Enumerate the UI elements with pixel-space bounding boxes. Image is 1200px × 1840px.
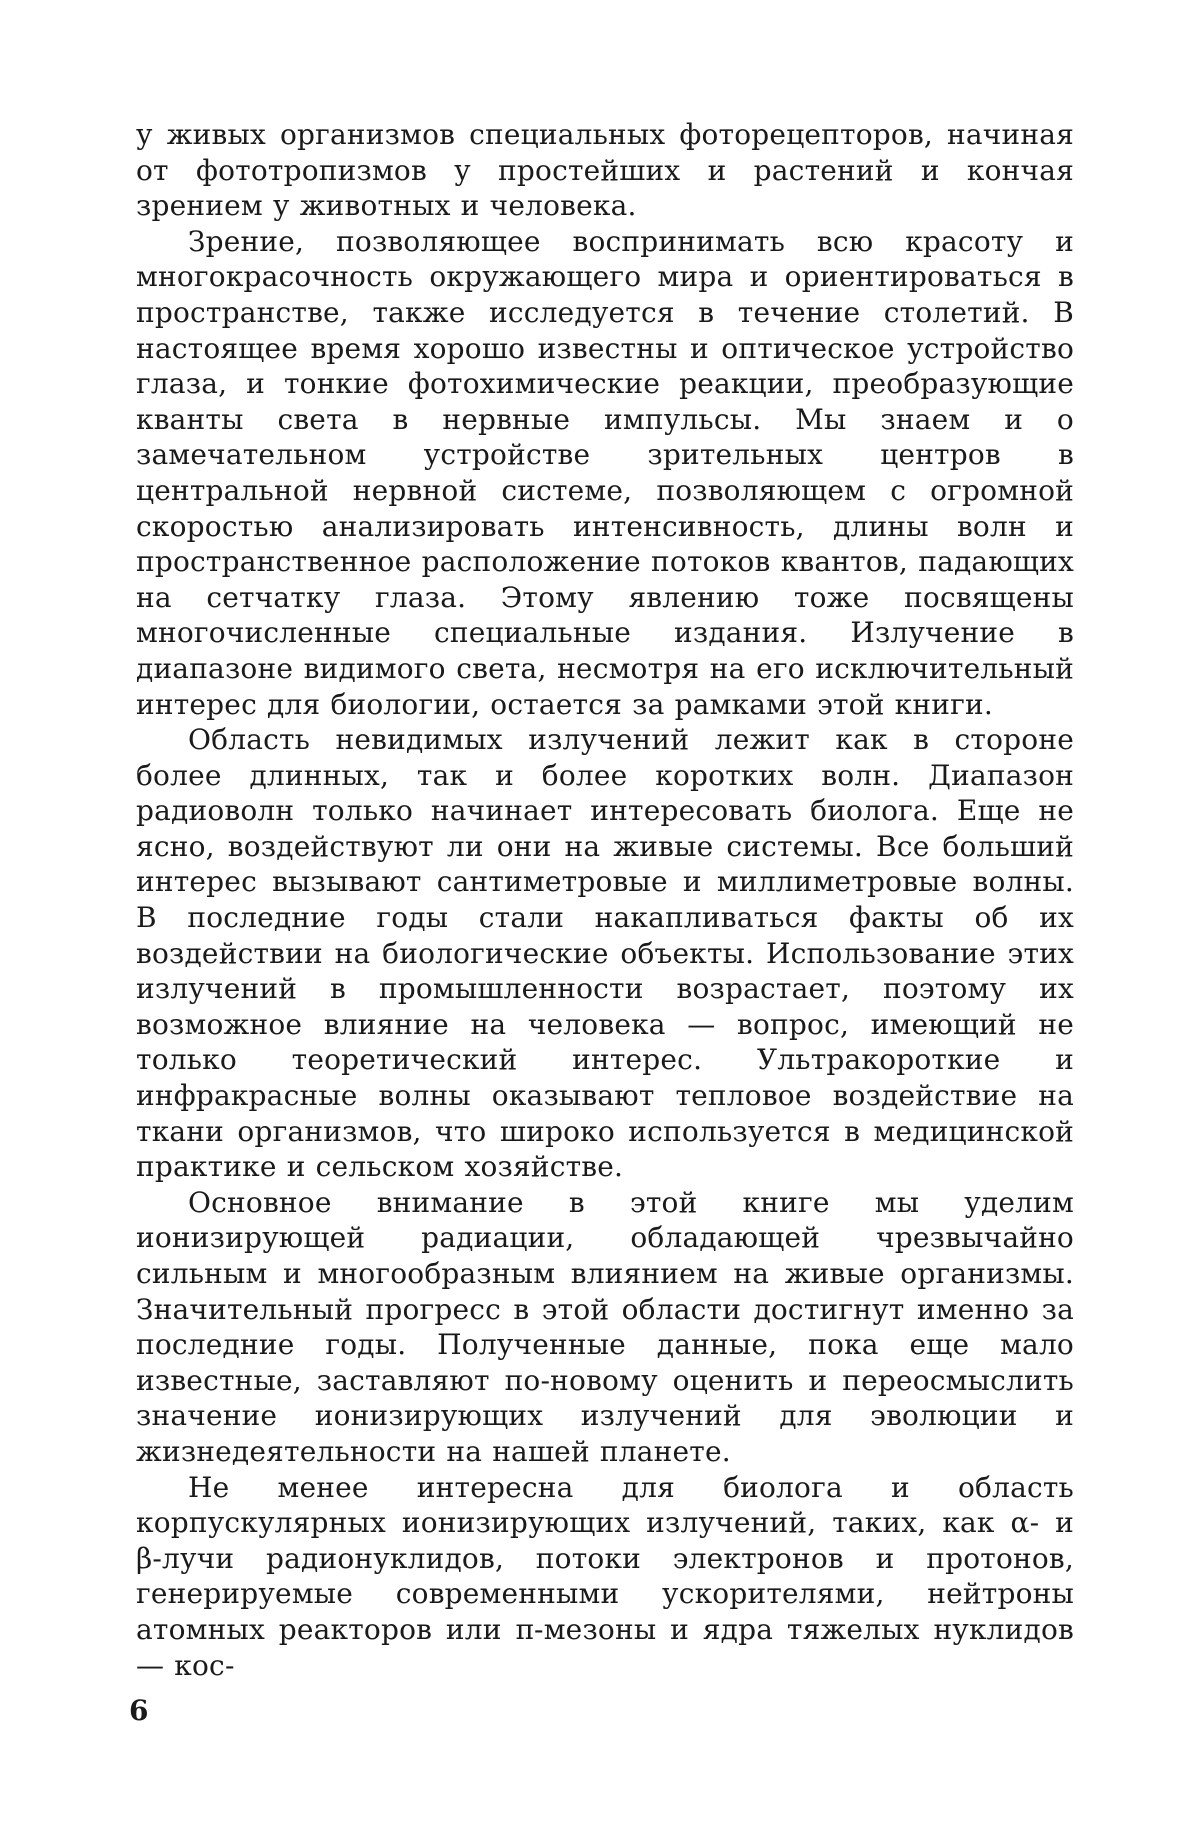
paragraph-ionizing-radiation: Основное внимание в этой книге мы уделим ионизирующей радиации, обладающей чрезвычайно сильным и многообразным влиянием на живые организмы. Значительный прогресс в этой области достигнут именно за последние годы. Полученные данные, пока еще мало известные, заставляют по-новому оценить и переосмыслить значение ионизирующих излучений для эволюции и жизнедеятельности на нашей планете.: [136, 1185, 1074, 1468]
paragraph-invisible-radiation: Область невидимых излучений лежит как в стороне более длинных, так и более коротких волн. Диапазон радиоволн только начинает интересовать биолога. Еще не ясно, воздействуют ли они на живые системы. Все больший интерес вызывают сантиметровые и миллиметровые волны. В последние годы стали накапливаться факты об их воздействии на биологические объекты. Использование этих излучений в промышленности возрастает, поэтому их возможное влияние на человека — вопрос, имеющий не только теоретический интерес. Ультракороткие и инфракрасные волны оказывают тепловое воздействие на ткани организмов, что широко используется в медицинской практике и сельском хозяйстве.: [136, 723, 1074, 1184]
paragraph-vision: Зрение, позволяющее воспринимать всю красоту и многокрасочность окружающего мира и ориентироваться в пространстве, также исследуется в течение столетий. В настоящее время хорошо известны и оптическое устройство глаза, и тонкие фотохимические реакции, преобразующие кванты света в нервные импульсы. Мы знаем и о замечательном устройстве зрительных центров в центральной нервной системе, позволяющем с огромной скоростью анализировать интенсивность, длины волн и пространственное расположение потоков квантов, падающих на сетчатку глаза. Этому явлению тоже посвящены многочисленные специальные издания. Излучение в диапазоне видимого света, несмотря на его исключительный интерес для биологии, остается за рамками этой книги.: [136, 224, 1074, 721]
body-text: [136, 117, 1074, 1683]
paragraph-continuation: у живых организмов специальных фоторецепторов, начиная от фототропизмов у простейших и растений и кончая зрением у животных и человека.: [136, 118, 1074, 223]
page-number: 6: [129, 1694, 149, 1727]
paragraph-corpuscular-radiation: Не менее интересна для биолога и область корпускулярных ионизирующих излучений, таких, как α- и β-лучи радионуклидов, потоки электронов и протонов, генерируемые современными ускорителями, нейтроны атомных реакторов или π-мезоны и ядра тяжелых нуклидов — кос-: [136, 1470, 1074, 1682]
